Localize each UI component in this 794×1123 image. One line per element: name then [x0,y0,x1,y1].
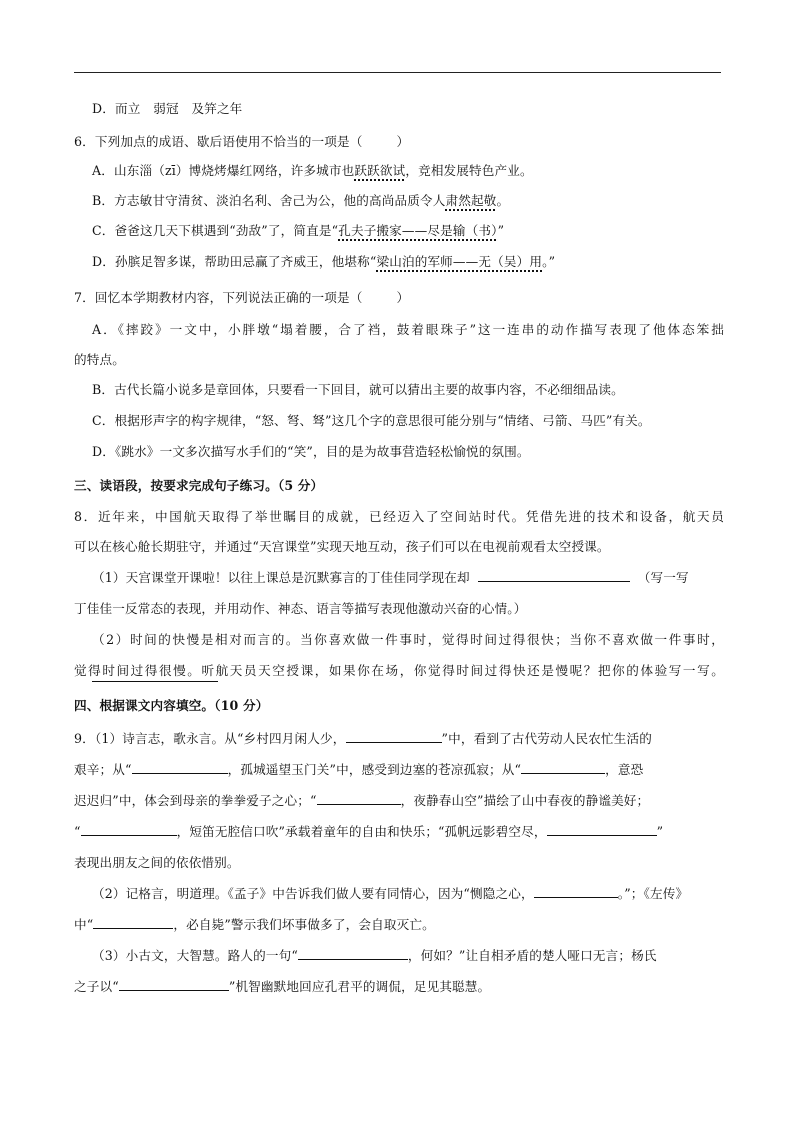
dotted-phrase: 孔夫子搬家——尽是输（书） [338,223,498,238]
q9-line6: （2）记格言，明道理。《孟子》中告诉我们做人要有同情心，因为“恻隐之心， 。”；《左传》 [92,886,689,901]
answer-blank[interactable] [521,762,605,774]
q9-line8: （3）小古文，大智慧。路人的一句“ ，何如？”让自相矛盾的楚人哑口无言；杨氏 [92,948,657,963]
q8-sub1-cont: 丁佳佳一反常态的表现，并用动作、神态、语言等描写表现他激动兴奋的心情。） [74,601,527,616]
q9-line7: 中“ ，必自毙”警示我们坏事做多了，会自取灭亡。 [74,917,435,932]
answer-blank[interactable] [81,824,177,836]
q6-option-b: B．方志敏甘守清贫、淡泊名利、舍己为公，他的高尚品质令人肃然起敬。 [92,193,510,208]
dotted-phrase: 梁山泊的军师——无（吴）用 [376,254,543,269]
q6-stem: 6．下列加点的成语、歇后语使用不恰当的一项是（ ） [74,134,410,149]
answer-blank[interactable] [132,762,228,774]
q6-option-d: D．孙膑足智多谋，帮助田忌赢了齐威王，他堪称“梁山泊的军师——无（吴）用。” [92,254,556,269]
q9-line1: 9．（1）诗言志，歌永言。从“乡村四月闲人少， ”中，看到了古代劳动人民农忙生活的 [74,731,652,746]
answer-blank[interactable] [317,793,401,805]
q9-line4: “ ，短笛无腔信口吹”承载着童年的自由和快乐；“孤帆远影碧空尽， ” [74,824,664,839]
answer-blank[interactable] [547,824,657,836]
q9-line2: 艰辛；从“ ，孤城遥望玉门关”中，感受到边塞的苍凉孤寂；从“ ，意恐 [74,762,644,777]
answer-blank[interactable] [534,886,618,898]
q8-sub2-line2: 觉得时间过得很慢。听航天员天空授课，如果你在场，你觉得时间过得快还是慢呢？把你的体验写一写。 [74,663,724,678]
q9-line3: 迟迟归”中，体会到母亲的拳拳爱子之心；“ ，夜静春山空”描绘了山中春夜的静谧美好； [74,793,650,808]
q6-option-c: C．爸爸这几天下棋遇到“劲敌”了，简直是“孔夫子搬家——尽是输（书）” [92,223,505,238]
q8-answer-line[interactable] [92,681,218,682]
q6-option-a: A．山东淄（zī）博烧烤爆红网络，许多城市也跃跃欲试，竞相发展特色产业。 [92,163,533,178]
q5-option-d: D．而立 弱冠 及笄之年 [92,101,243,116]
q8-sub2-line1: （2）时间的快慢是相对而言的。当你喜欢做一件事时，觉得时间过得很快；当你不喜欢做一件事时， [92,632,724,647]
q8-sub1: （1）天宫课堂开课啦！以往上课总是沉默寡言的丁佳佳同学现在却 （写一写 [92,570,689,585]
q8-passage-line2: 可以在核心舱长期驻守，并通过“天宫课堂”实现天地互动，孩子们可以在电视前观看太空授课。 [74,539,610,554]
q7-option-b: B．古代长篇小说多是章回体，只要看一下回目，就可以猜出主要的故事内容，不必细细品读。 [92,382,624,397]
q7-option-a-line1: A．《摔跤》一文中，小胖墩“塌着腰，合了裆，鼓着眼珠子”这一连串的动作描写表现了他体态笨拙 [92,322,724,337]
header-rule [74,72,721,73]
q7-option-d: D．《跳水》一文多次描写水手们的“笑”，目的是为故事营造轻松愉悦的氛围。 [92,444,530,459]
dotted-phrase: 跃跃欲试 [354,163,406,178]
q7-option-a-line2: 的特点。 [74,352,125,367]
q9-line5: 表现出朋友之间的依依惜别。 [74,855,240,870]
q9-line9: 之子以“ ”机智幽默地回应孔君平的调侃，足见其聪慧。 [74,979,491,994]
q7-stem: 7．回忆本学期教材内容，下列说法正确的一项是（ ） [74,290,410,305]
q8-passage-line1: 8．近年来，中国航天取得了举世瞩目的成就，已经迈入了空间站时代。凭借先进的技术和设备，航天员 [74,509,724,524]
answer-blank[interactable] [478,570,630,582]
answer-blank[interactable] [346,731,442,743]
dotted-phrase: 肃然起敬 [445,193,497,208]
answer-blank[interactable] [298,948,408,960]
answer-blank[interactable] [119,979,229,991]
section-3-title: 三、读语段，按要求完成句子练习。（5 分） [74,478,324,493]
section-4-title: 四、根据课文内容填空。（10 分） [74,698,269,713]
answer-blank[interactable] [93,917,173,929]
q7-option-c: C．根据形声字的构字规律，“怒、弩、驽”这几个字的意思很可能分别与“情绪、弓箭、马匹”有关。 [92,413,651,428]
